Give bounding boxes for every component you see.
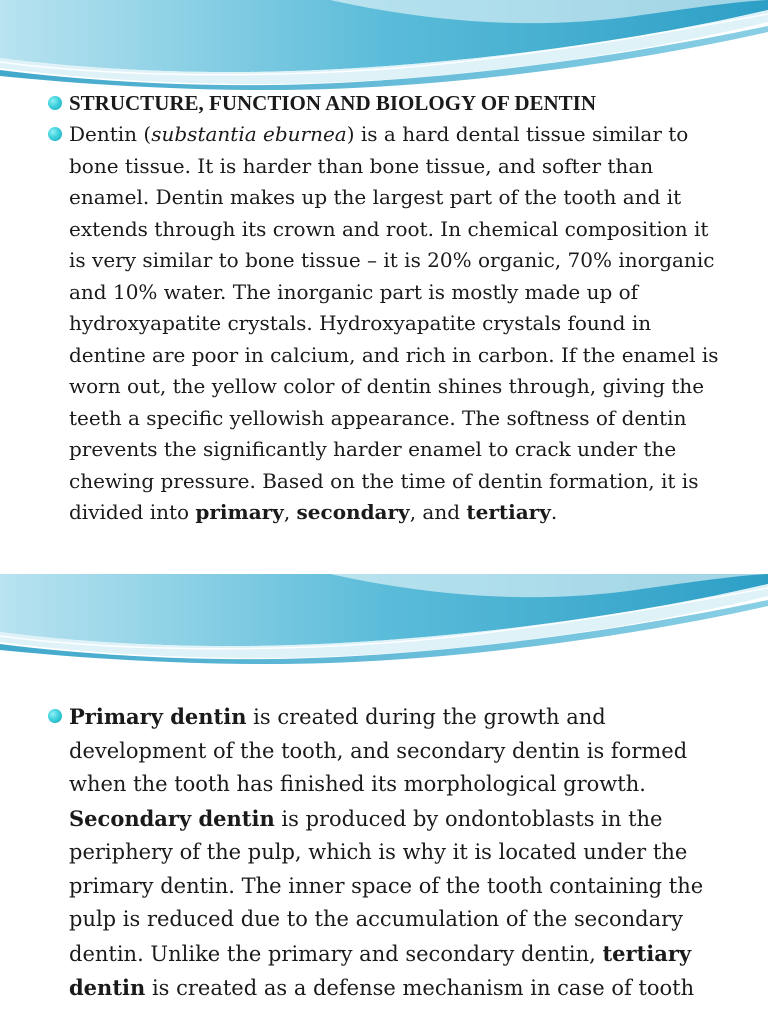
term-secondary: secondary	[296, 500, 410, 524]
text-run: is created as a defense mechanism in case of tooth	[145, 976, 695, 1000]
dentin-types-paragraph	[0, 700, 768, 1006]
latin-term: substantia eburnea	[151, 122, 347, 146]
bullet-icon	[48, 127, 62, 141]
slide-1-content	[0, 88, 768, 529]
text-run: Dentin (	[69, 122, 152, 146]
slide-heading	[0, 88, 768, 119]
text-run: , and	[409, 500, 467, 524]
wave-header-decoration	[0, 0, 768, 92]
text-run: is created during the growth and development of the tooth, and secondary dentin is formed when the tooth has finished its morphological growth.	[69, 705, 688, 796]
bullet-icon	[48, 96, 62, 110]
term-secondary-dentin: Secondary dentin	[69, 805, 275, 831]
bullet-icon	[48, 709, 62, 723]
slide-2	[0, 574, 768, 1024]
term-primary: primary	[195, 500, 284, 524]
term-primary-dentin: Primary dentin	[69, 704, 247, 729]
dentin-definition-paragraph	[0, 119, 768, 529]
text-run: .	[550, 500, 558, 524]
heading-text: STRUCTURE, FUNCTION AND BIOLOGY OF DENTIN	[69, 91, 597, 115]
wave-header-decoration	[0, 574, 768, 666]
slide-2-content	[0, 700, 768, 1006]
text-run: ) is a hard dental tissue similar to bone tissue. It is harder than bone tissue, and softer than enamel. Dentin makes up the largest part of the tooth and it extends through its crown and root. In chemical composition it is very similar to bone tissue – it is 20% organic, 70% inorganic and 10% water. The inorganic part is mostly made up of hydroxyapatite crystals. Hydroxyapatite crystals found in dentine are poor in calcium, and rich in carbon. If the enamel is worn out, the yellow color of dentin shines through, giving the teeth a specific yellowish appearance. The softness of dentin prevents the significantly harder enamel to crack under the chewing pressure. Based on the time of dentin formation, it is divided into	[69, 122, 719, 524]
text-run: ,	[283, 500, 297, 524]
term-tertiary-dentin: tertiary dentin	[69, 940, 692, 1000]
term-tertiary: tertiary	[466, 500, 551, 524]
text-run: is produced by ondontoblasts in the periphery of the pulp, which is why it is located under the primary dentin. The inner space of the tooth containing the pulp is reduced due to the accumulation of the secondary dentin. Unlike the primary and secondary dentin,	[69, 806, 704, 966]
